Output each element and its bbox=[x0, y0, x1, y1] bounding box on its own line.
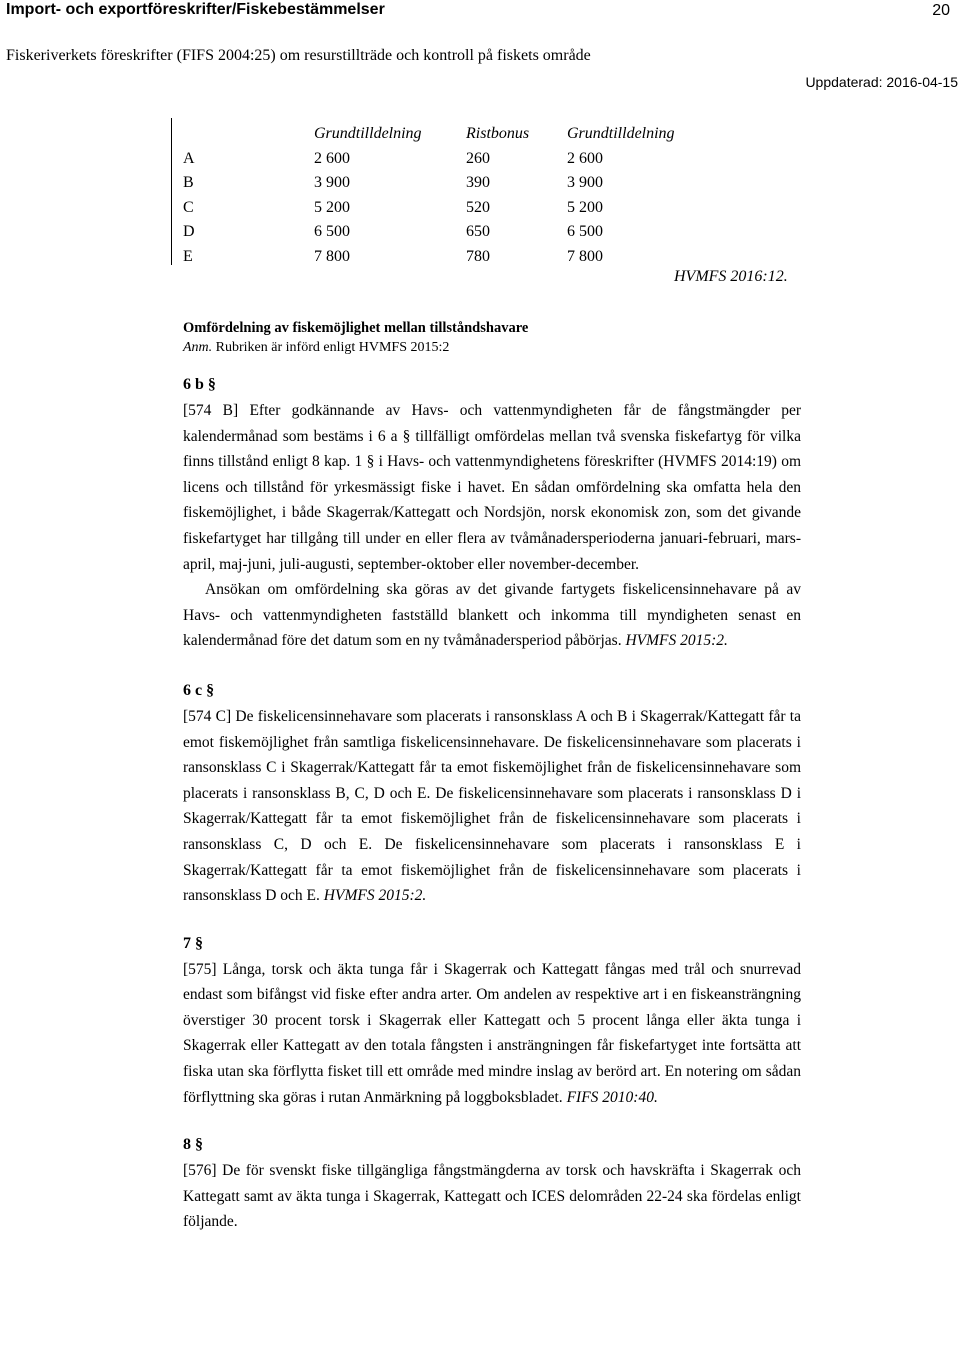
paragraph-heading-6b: 6 b § bbox=[183, 376, 216, 393]
table-cell: 7 800 bbox=[314, 247, 350, 265]
paragraph-heading-6c: 6 c § bbox=[183, 681, 215, 699]
paragraph-6b-body: Ansökan om omfördelning ska göras av det givande fartygets fiskelicensinnehavare på av Havs- och vattenmyndigheten fastställd blankett och inkomma till myndigheten senast en kalendermånad före det datum som en ny tvåmånadersperiod påbörjas. bbox=[183, 581, 801, 650]
table-cell: 780 bbox=[466, 247, 490, 265]
table-row bbox=[183, 147, 727, 172]
table-cell: 260 bbox=[466, 149, 490, 167]
table-cell: 7 800 bbox=[567, 247, 603, 265]
paragraph-7-text bbox=[183, 957, 801, 1111]
note-label: Anm. bbox=[183, 340, 213, 355]
table-row bbox=[183, 171, 727, 196]
table-cell: 3 900 bbox=[567, 174, 603, 192]
paragraph-heading-8: 8 § bbox=[183, 1136, 203, 1154]
table-side-rule bbox=[171, 118, 172, 265]
table-cell: D bbox=[183, 223, 195, 241]
table-header-cell: Grundtilldelning bbox=[567, 125, 675, 143]
table-cell: C bbox=[183, 198, 194, 216]
table-cell: 6 500 bbox=[314, 223, 350, 241]
paragraph-heading-7: 7 § bbox=[183, 934, 203, 952]
main-content bbox=[183, 318, 801, 1235]
spacer bbox=[183, 654, 801, 678]
paragraph-6b-text-2 bbox=[183, 577, 801, 654]
paragraph-8-text: [576] De för svenskt fiske tillgängliga fångstmängderna av torsk och havskräfta i Skagerrak och Kattegatt samt av äkta tunga i Skagerrak, Kattegatt och ICES delområden 22-24 ska fördelas enligt följande. bbox=[183, 1162, 801, 1231]
document-title: Import- och exportföreskrifter/Fiskebestämmelser bbox=[6, 1, 385, 18]
table-reference: HVMFS 2016:12. bbox=[674, 268, 788, 285]
paragraph-7-body: [575] Långa, torsk och äkta tunga får i Skagerrak och Kattegatt fångas med trål och snurrevad endast som bifångst vid fiske efter andra arter. Om andelen av respektive art i en fiskeansträngning överstiger 30 procent torsk i Skagerrak eller Kattegatt och 5 procent långa eller äkta tunga i Skagerrak eller Kattegatt av den totala fångsten i ansträngningen får fiskefartyget inte fortsätta att fiska utan ska förflytta fisket till ett område med mindre inslag av berörd art. En notering om sådan förflyttning ska göras i rutan Anmärkning på loggboksbladet. bbox=[183, 960, 801, 1106]
page-number: 20 bbox=[932, 2, 950, 19]
section-heading: Omfördelning av fiskemöjlighet mellan tillståndshavare bbox=[183, 320, 529, 336]
document-subtitle: Fiskeriverkets föreskrifter (FIFS 2004:25) om resurstillträde och kontroll på fiskets område bbox=[6, 47, 591, 64]
table-row bbox=[183, 196, 727, 221]
table-row bbox=[183, 245, 727, 270]
table-cell: 650 bbox=[466, 223, 490, 241]
paragraph-6b-reference: HVMFS 2015:2. bbox=[625, 632, 728, 650]
table-header-cell: Grundtilldelning bbox=[314, 125, 422, 143]
table-cell: E bbox=[183, 247, 193, 265]
table-header-cell: Ristbonus bbox=[466, 125, 530, 143]
table-cell: 2 600 bbox=[314, 149, 350, 167]
table-cell: 2 600 bbox=[567, 149, 603, 167]
table-cell: A bbox=[183, 149, 195, 167]
paragraph-6c-body: [574 C] De fiskelicensinnehavare som placerats i ransonsklass A och B i Skagerrak/Kattegatt får ta emot fiskemöjlighet från samtliga fiskelicensinnehavare. De fiskelicensinnehavare som placerats i ransonsklass C i Skagerrak/Kattegatt får ta emot fiskemöjlighet från de fiskelicensinnehavare som placerats i ransonsklass B, C, D och E. De fiskelicensinnehavare som placerats i ransonsklass D i Skagerrak/Kattegatt får ta emot fiskemöjlighet från de fiskelicensinnehavare som placerats i ransonsklass C, D och E. De fiskelicensinnehavare som placerats i ransonsklass E i Skagerrak/Kattegatt får ta emot fiskemöjlighet från de fiskelicensinnehavare som placerats i ransonsklass D och E. bbox=[183, 707, 801, 905]
table-header-row bbox=[183, 122, 727, 147]
table-cell: 390 bbox=[466, 174, 490, 192]
table-row bbox=[183, 220, 727, 245]
paragraph-7-reference: FIFS 2010:40. bbox=[566, 1088, 658, 1106]
table-cell: B bbox=[183, 174, 194, 192]
paragraph-6c-text bbox=[183, 704, 801, 909]
table-cell: 3 900 bbox=[314, 174, 350, 192]
spacer bbox=[183, 1110, 801, 1132]
table-cell: 5 200 bbox=[314, 198, 350, 216]
table-cell: 5 200 bbox=[567, 198, 603, 216]
spacer bbox=[183, 909, 801, 931]
table-cell: 6 500 bbox=[567, 223, 603, 241]
note-text: Rubriken är införd enligt HVMFS 2015:2 bbox=[212, 340, 450, 355]
section-note bbox=[183, 338, 801, 358]
updated-date: Uppdaterad: 2016-04-15 bbox=[805, 74, 958, 90]
paragraph-6b-text: [574 B] Efter godkännande av Havs- och vattenmyndigheten får de fångstmängder per kalendermånad som bestäms i 6 a § tillfälligt omfördelas mellan två svenska fiskefartyg för vilka finns tillstånd enligt 8 kap. 1 § i Havs- och vattenmyndighetens föreskrifter (HVMFS 2014:19) om licens och tillstånd för yrkesmässigt fiske i havet. En sådan omfördelning ska omfatta hela den fiskemöjlighet, i både Skagerrak/Kattegatt och Nordsjön, norsk ekonomisk zon, som det givande fiskefartyget har tillgång till under en eller flera av tvåmånadersperioderna januari-februari, mars-april, maj-juni, juli-augusti, september-oktober eller november-december. bbox=[183, 402, 801, 573]
paragraph-6c-reference: HVMFS 2015:2. bbox=[323, 887, 427, 905]
allocation-table bbox=[183, 122, 727, 269]
table-cell: 520 bbox=[466, 198, 490, 216]
table-header-cell bbox=[183, 122, 314, 147]
